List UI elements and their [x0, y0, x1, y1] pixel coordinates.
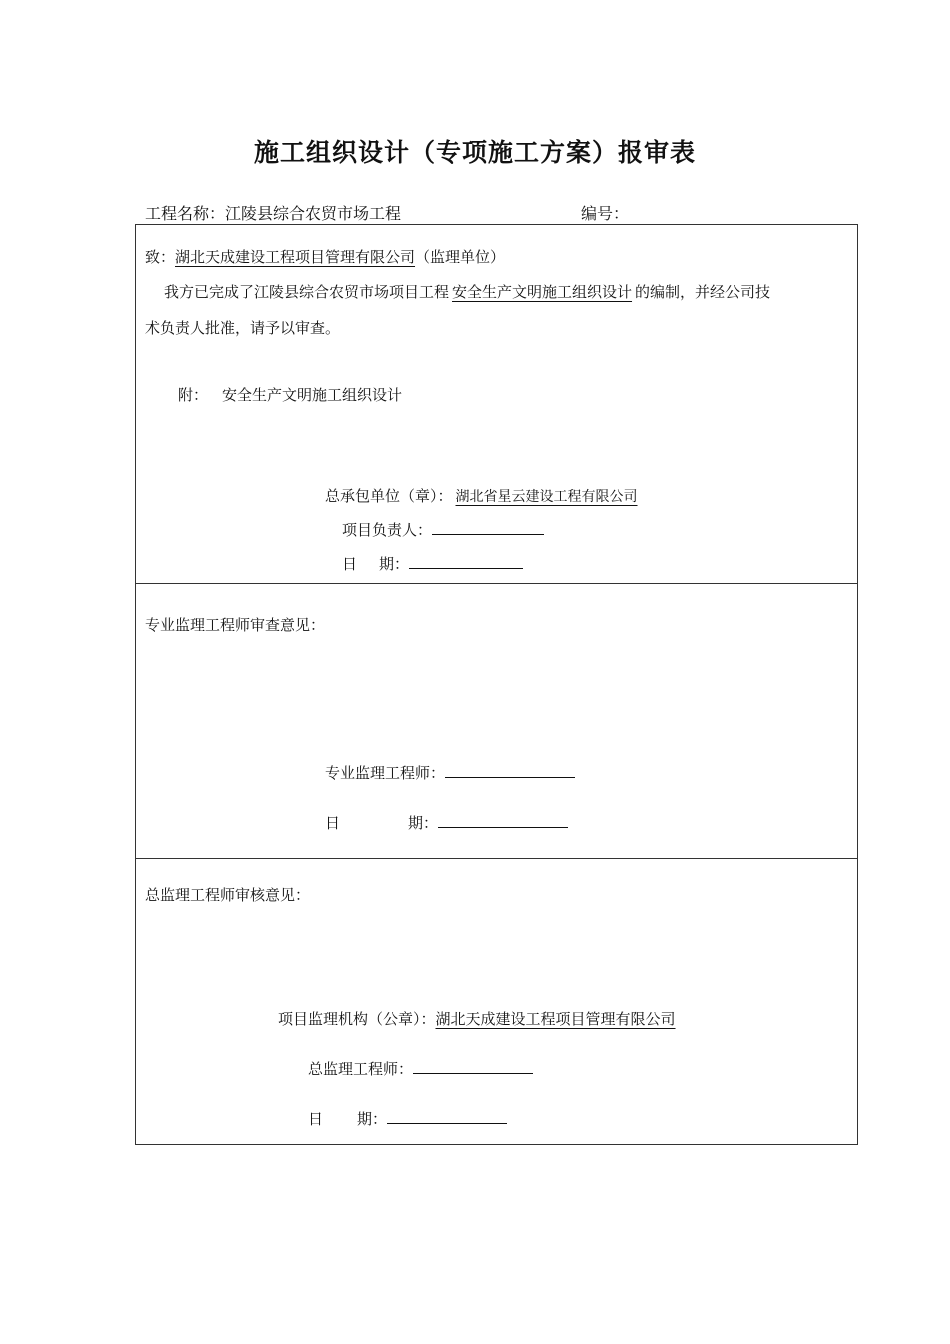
- date-label-a: 日: [308, 1110, 324, 1128]
- page-title: 施工组织设计（专项施工方案）报审表: [253, 138, 696, 167]
- attach-name: 安全生产文明施工组织设计: [222, 386, 403, 404]
- manager-line: [342, 519, 544, 540]
- org-name: 湖北天成建设工程项目管理有限公司: [435, 1010, 676, 1028]
- engineer-label: 专业监理工程师：: [325, 764, 446, 782]
- date-line-2: [325, 812, 568, 833]
- body-line-1: [164, 281, 770, 302]
- contractor-name: 湖北省星云建设工程有限公司: [455, 489, 638, 505]
- body-part1: 我方已完成了江陵县综合农贸市场项目工程: [164, 283, 450, 301]
- supervisor-suffix: （监理单位）: [415, 248, 506, 266]
- date-label-b: 期：: [408, 814, 439, 832]
- contractor-label: 总承包单位（章）：: [325, 487, 453, 505]
- attach-label: 附：: [178, 386, 209, 404]
- engineer-signature-blank[interactable]: [445, 763, 575, 778]
- date-label-a: 日: [342, 555, 358, 573]
- body-line-2: 术负责人批准，请予以审查。: [145, 319, 341, 337]
- project-name-row: [145, 201, 401, 224]
- date-line-1: [342, 553, 523, 574]
- chief-review-heading: 总监理工程师审核意见：: [145, 886, 311, 904]
- engineer-line: [325, 762, 575, 783]
- chief-line: [308, 1058, 533, 1079]
- manager-signature-blank[interactable]: [432, 520, 544, 535]
- project-name: 江陵县综合农贸市场工程: [225, 204, 402, 223]
- addressee-line: [145, 246, 505, 267]
- chief-signature-blank[interactable]: [413, 1059, 533, 1074]
- attachment-line: [178, 384, 402, 405]
- form-table: [135, 224, 858, 1145]
- date-label-a: 日: [325, 814, 341, 832]
- chief-label: 总监理工程师：: [308, 1060, 414, 1078]
- contractor-line: [325, 485, 641, 506]
- date-label-b: 期：: [379, 555, 410, 573]
- manager-label: 项目负责人：: [342, 521, 433, 539]
- supervisor-unit: 湖北天成建设工程项目管理有限公司: [175, 248, 416, 266]
- org-label: 项目监理机构（公章）：: [278, 1010, 436, 1028]
- project-label: 工程名称：: [145, 204, 226, 223]
- date-blank-2[interactable]: [438, 813, 568, 828]
- date-line-3: [308, 1108, 507, 1129]
- engineer-review-heading: 专业监理工程师审查意见：: [145, 616, 326, 634]
- body-part2: 的编制，并经公司技: [635, 283, 771, 301]
- section-divider-2: [135, 858, 858, 859]
- to-label: 致：: [145, 248, 176, 266]
- date-label-b: 期：: [357, 1110, 388, 1128]
- org-line: [278, 1008, 682, 1029]
- design-name: 安全生产文明施工组织设计: [452, 283, 633, 301]
- section-divider-1: [135, 583, 858, 584]
- date-blank-1[interactable]: [409, 554, 523, 569]
- date-blank-3[interactable]: [387, 1109, 507, 1124]
- number-label: 编号：: [581, 204, 630, 223]
